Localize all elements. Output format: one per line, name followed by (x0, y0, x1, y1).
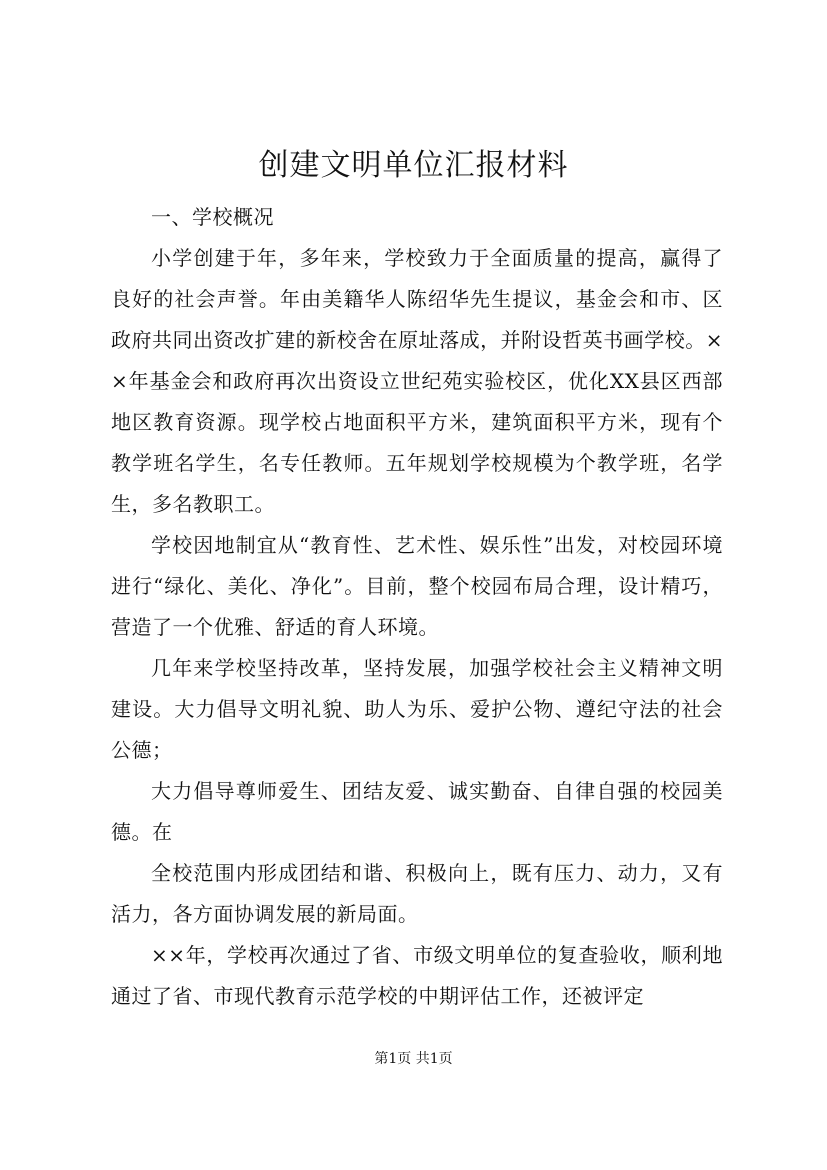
paragraph: 学校因地制宜从“教育性、艺术性、娱乐性”出发，对校园环境进行“绿化、美化、净化”。目前，整个校园布局合理，设计精巧，营造了一个优雅、舒适的育人环境。 (111, 533, 723, 639)
section-heading: 一、学校概况 (151, 205, 274, 229)
paragraph: 小学创建于年，多年来，学校致力于全面质量的提高，赢得了良好的社会声誉。年由美籍华人陈绍华先生提议，基金会和市、区政府共同出资改扩建的新校舍在原址落成，并附设哲英书画学校。××年基金会和政府再次出资设立世纪苑实验校区，优化XX县区西部地区教育资源。现学校占地面积平方米，建筑面积平方米，现有个教学班名学生，名专任教师。五年规划学校规模为个教学班，名学生，多名教职工。 (111, 246, 723, 516)
paragraph: 全校范围内形成团结和谐、积极向上，既有压力、动力，又有活力，各方面协调发展的新局面。 (111, 861, 723, 926)
page-number-footer: 第1页 共1页 (374, 1051, 453, 1067)
document-body (111, 197, 723, 1017)
paragraph: 几年来学校坚持改革，坚持发展，加强学校社会主义精神文明建设。大力倡导文明礼貌、助人为乐、爱护公物、遵纪守法的社会公德； (111, 656, 723, 762)
paragraph: 大力倡导尊师爱生、团结友爱、诚实勤奋、自律自强的校园美德。在 (111, 779, 723, 844)
document-title: 创建文明单位汇报材料 (258, 148, 569, 183)
paragraph: ××年，学校再次通过了省、市级文明单位的复查验收，顺利地通过了省、市现代教育示范学校的中期评估工作，还被评定 (111, 943, 723, 1008)
